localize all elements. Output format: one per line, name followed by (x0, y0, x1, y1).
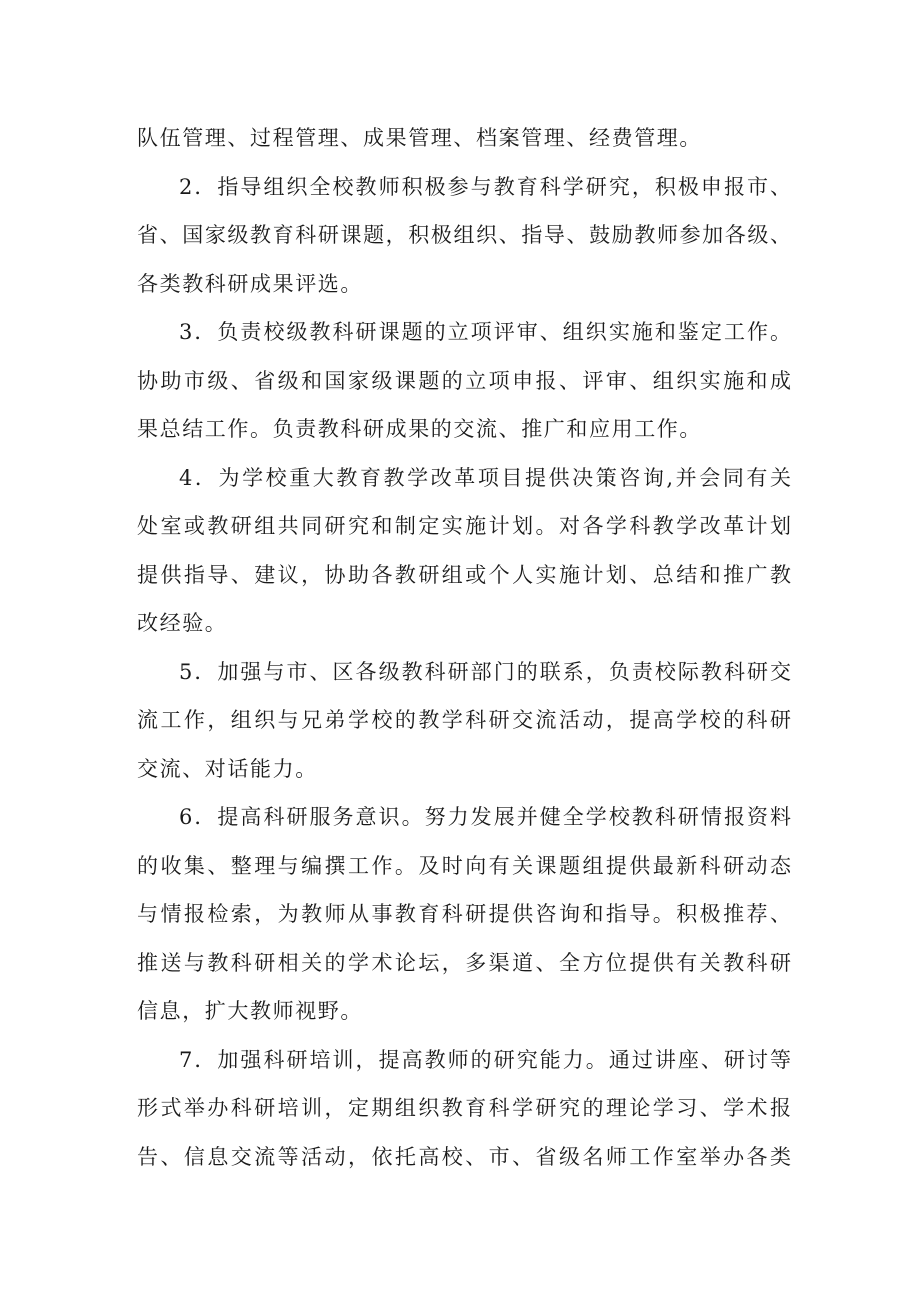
text-line: 处室或教研组共同研究和制定实施计划。对各学科教学改革计划 (137, 514, 791, 538)
text-line: 的收集、整理与编撰工作。及时向有关课题组提供最新科研动态 (137, 853, 791, 878)
text-line: 3．负责校级教科研课题的立项评审、组织实施和鉴定工作。 (179, 320, 791, 344)
text-line: 提供指导、建议，协助各教研组或个人实施计划、总结和推广教 (137, 562, 791, 587)
paragraph-4 (137, 454, 791, 648)
text-line: 4．为学校重大教育教学改革项目提供决策咨询,并会同有关 (179, 465, 791, 490)
text-line: 流工作，组织与兄弟学校的教学科研交流活动，提高学校的科研 (137, 708, 791, 732)
paragraph-1-tail (137, 114, 791, 163)
paragraph-3 (137, 308, 791, 454)
document-body (137, 114, 791, 1181)
text-line: 形式举办科研培训，定期组织教育科学研究的理论学习、学术报 (137, 1096, 791, 1120)
paragraph-2 (137, 163, 791, 309)
text-line: 2．指导组织全校教师积极参与教育科学研究，积极申报市、 (179, 174, 791, 199)
text-line: 队伍管理、过程管理、成果管理、档案管理、经费管理。 (137, 126, 702, 150)
text-line: 推送与教科研相关的学术论坛，多渠道、全方位提供有关教科研 (137, 950, 791, 975)
text-line: 果总结工作。负责教科研成果的交流、推广和应用工作。 (137, 417, 702, 441)
text-line: 6．提高科研服务意识。努力发展并健全学校教科研情报资料 (179, 805, 791, 829)
text-line: 交流、对话能力。 (137, 756, 318, 781)
text-line: 信息，扩大教师视野。 (137, 999, 363, 1023)
paragraph-5 (137, 648, 791, 794)
text-line: 7．加强科研培训，提高教师的研究能力。通过讲座、研讨等 (179, 1047, 791, 1072)
text-line: 协助市级、省级和国家级课题的立项申报、评审、组织实施和成 (137, 368, 791, 393)
text-line: 改经验。 (137, 611, 228, 635)
text-line: 5．加强与市、区各级教科研部门的联系，负责校际教科研交 (179, 659, 791, 684)
paragraph-6 (137, 793, 791, 1036)
text-line: 各类教科研成果评选。 (137, 271, 363, 296)
paragraph-7 (137, 1036, 791, 1182)
text-line: 告、信息交流等活动，依托高校、市、省级名师工作室举办各类 (137, 1144, 791, 1169)
text-line: 省、国家级教育科研课题，积极组织、指导、鼓励教师参加各级、 (137, 223, 791, 247)
text-line: 与情报检索，为教师从事教育科研提供咨询和指导。积极推荐、 (137, 902, 791, 926)
